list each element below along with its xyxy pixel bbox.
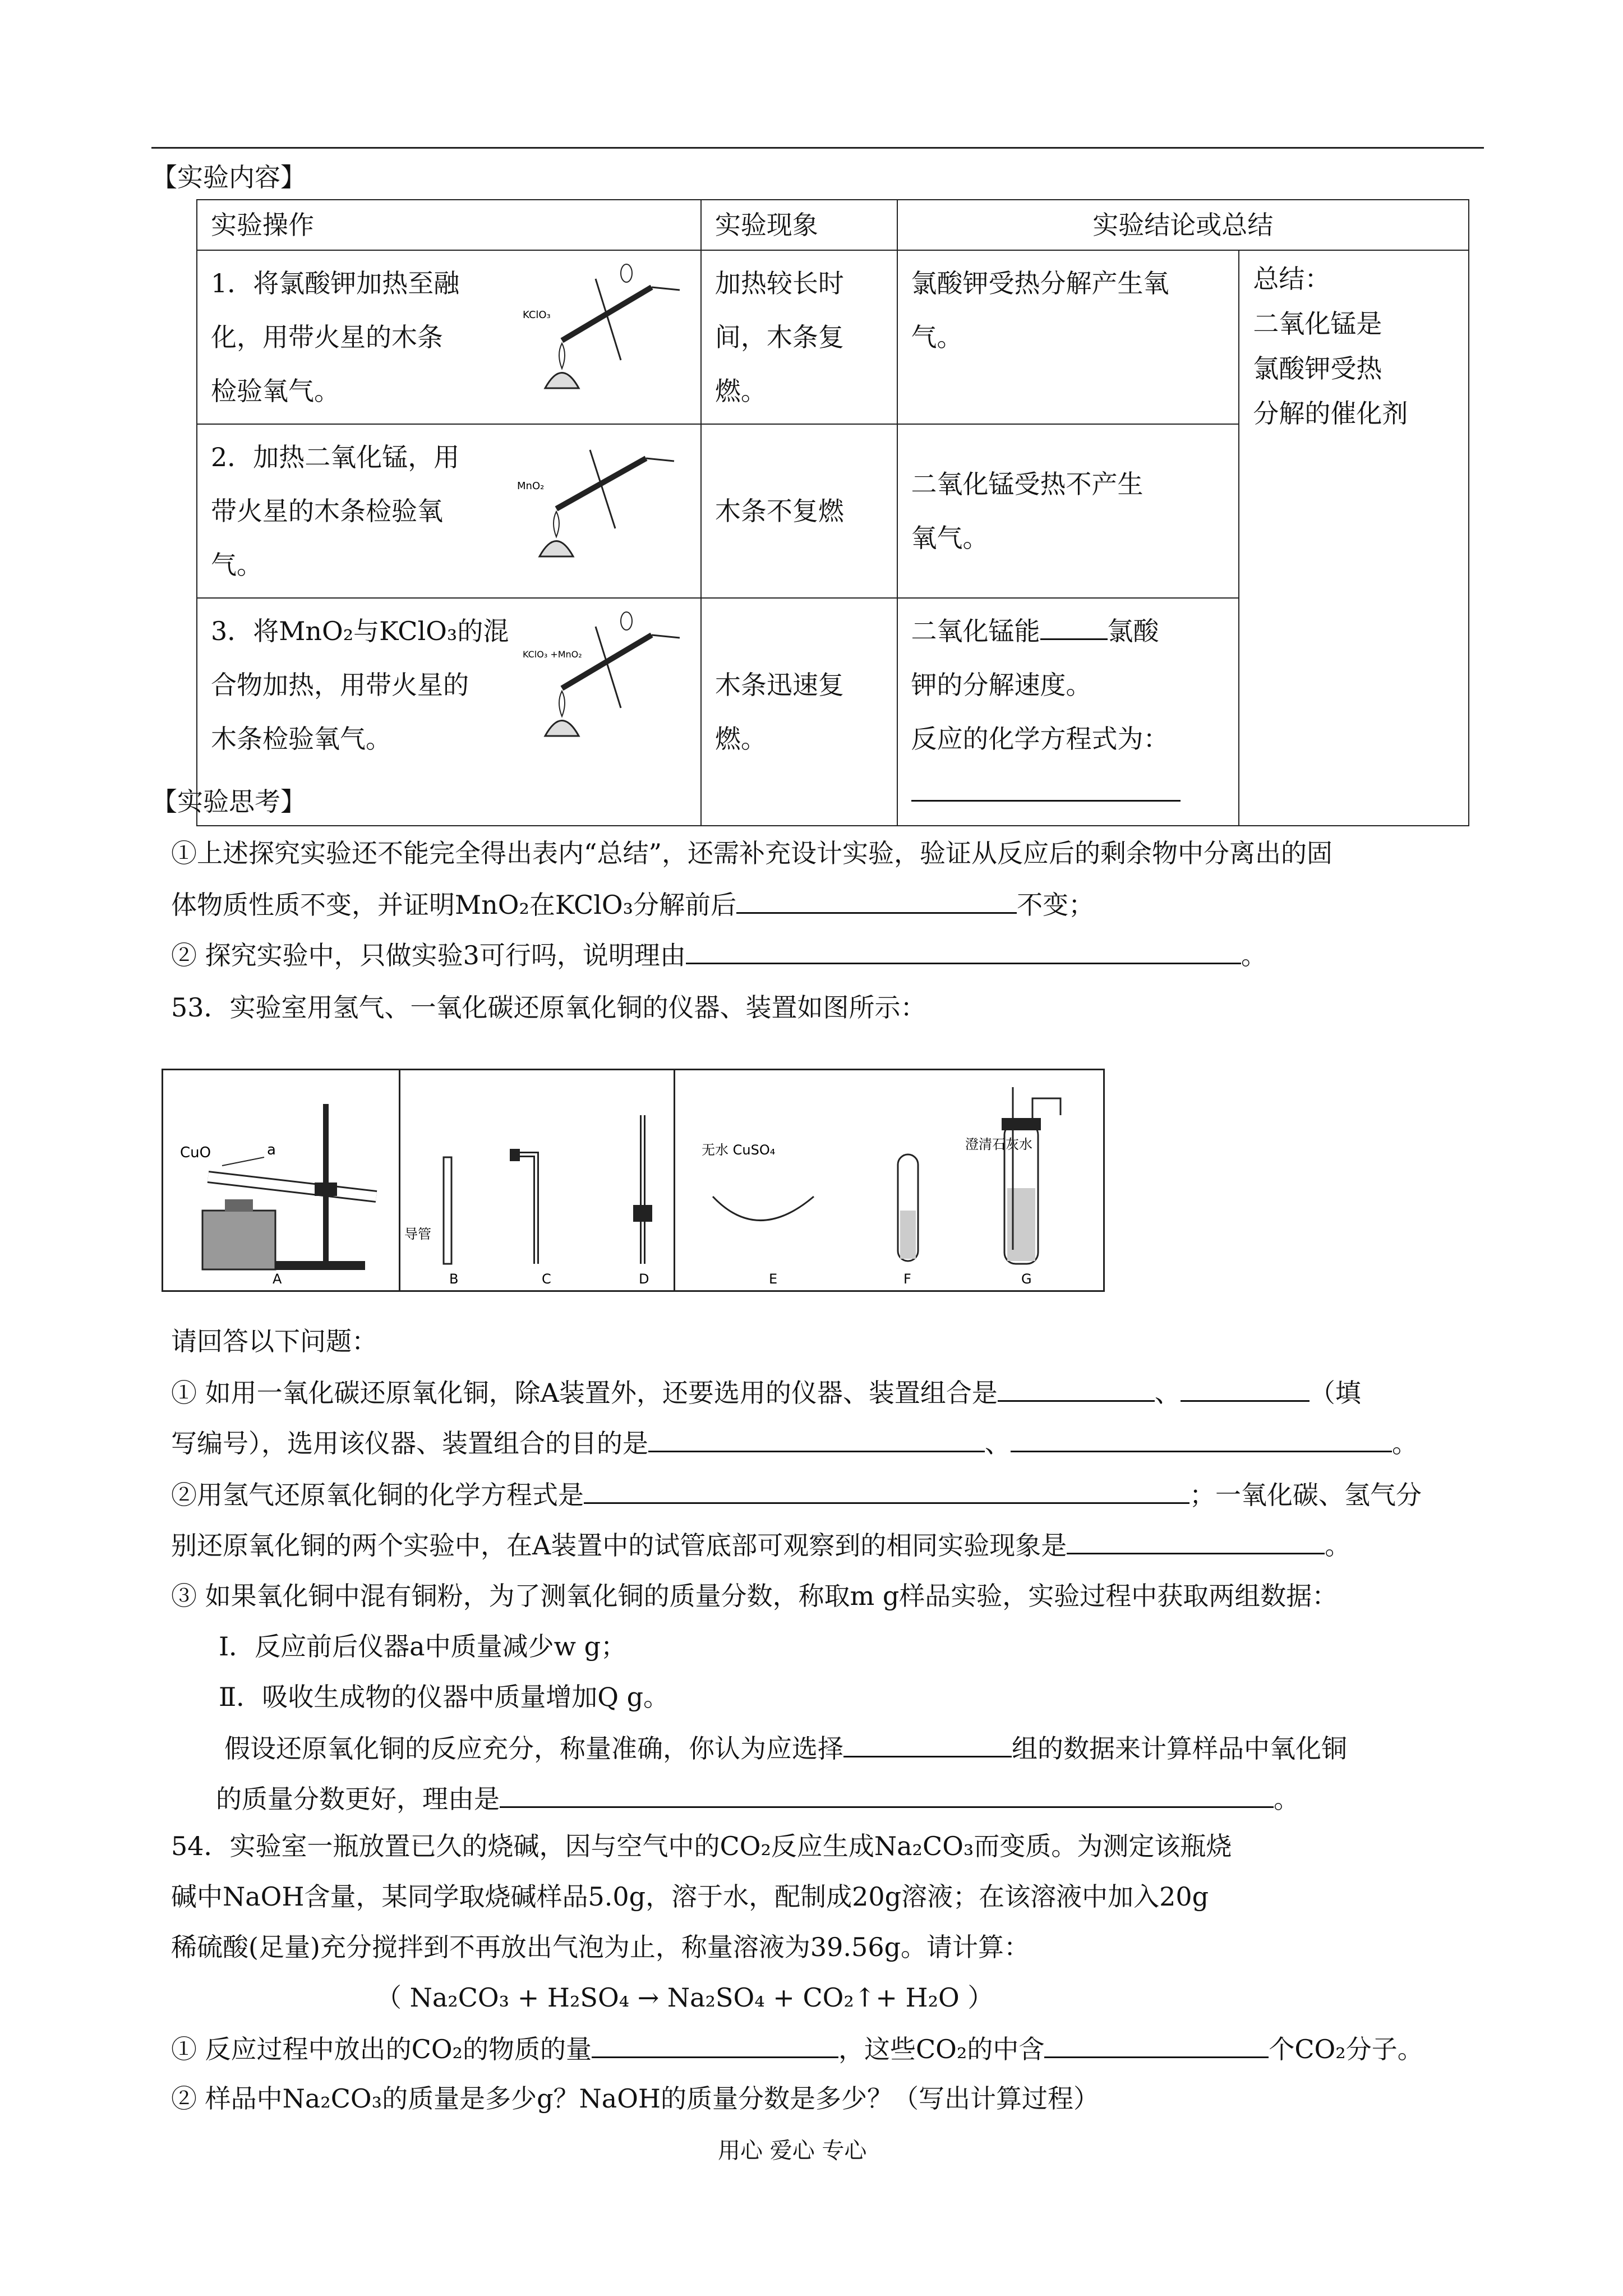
summary-line: 总结： — [1253, 264, 1331, 294]
section-title-think: 【实验思考】 — [151, 786, 306, 817]
header-phenomenon: 实验现象 — [701, 200, 897, 250]
summary-line: 氯酸钾受热 — [1253, 353, 1382, 384]
q53-prompt: 请回答以下问题： — [171, 1326, 377, 1356]
op-line: 检验氧气。 — [211, 376, 340, 406]
fill-blank[interactable] — [1044, 2031, 1269, 2058]
equation-blank[interactable] — [911, 774, 1181, 802]
conclusion-text: 氯酸 — [1107, 616, 1159, 646]
fill-blank[interactable] — [648, 1425, 985, 1452]
conclusion-line: 氧气。 — [911, 523, 989, 553]
q53-data-i: Ⅰ．反应前后仪器a中质量减少w g； — [219, 1631, 627, 1662]
figure-letter: G — [1021, 1271, 1032, 1287]
think-line-3: ② 探究实验中，只做实验3可行吗，说明理由 — [171, 940, 686, 970]
page-footer: 用心 爱心 专心 — [718, 2138, 867, 2164]
q53-part1-sep2: 、 — [985, 1428, 1011, 1458]
fill-blank[interactable] — [1181, 1374, 1310, 1402]
summary-cell — [1239, 250, 1469, 826]
figure-letter: B — [449, 1271, 459, 1287]
phenomenon-line: 木条迅速复 — [714, 670, 844, 700]
q53-part1-tail: （填 — [1309, 1378, 1361, 1408]
q53-title: 53．实验室用氢气、一氧化碳还原氧化铜的仪器、装置如图所示： — [171, 992, 926, 1023]
heating-apparatus-icon — [511, 436, 680, 565]
op-line: 2．加热二氧化锰，用 — [211, 442, 460, 472]
q53-part3: ③ 如果氧化铜中混有铜粉，为了测氧化铜的质量分数，称取m g样品实验，实验过程中获取两组数据： — [171, 1581, 1338, 1611]
q53-part3-end: 。 — [1274, 1784, 1299, 1814]
q54-part1-end: 个CO₂分子。 — [1269, 2034, 1423, 2064]
conclusion-text: 二氧化锰能 — [911, 616, 1040, 646]
figure-letter: E — [769, 1271, 778, 1287]
experiment-table — [196, 199, 1469, 826]
fill-blank[interactable] — [998, 1374, 1155, 1402]
q53-part1-text: ① 如用一氧化碳还原氧化铜，除A装置外，还要选用的仪器、装置组合是 — [171, 1378, 998, 1408]
op-line: 气。 — [211, 550, 262, 580]
q54-part2: ② 样品中Na₂CO₃的质量是多少g？NaOH的质量分数是多少？（写出计算过程） — [171, 2083, 1100, 2114]
fill-blank[interactable] — [584, 1476, 1189, 1504]
apparatus-label: KClO₃ — [523, 309, 551, 321]
header-operation: 实验操作 — [197, 200, 701, 250]
q53-part1-text2: 写编号），选用该仪器、装置组合的目的是 — [171, 1428, 648, 1458]
q53-part2-end: 。 — [1325, 1530, 1351, 1561]
e-label: 无水 CuSO₄ — [702, 1142, 776, 1158]
conclusion-line: 二氧化锰受热不产生 — [911, 469, 1144, 499]
fill-blank[interactable] — [1067, 1527, 1325, 1554]
fill-blank[interactable] — [1011, 1425, 1392, 1452]
heating-apparatus-icon — [517, 262, 685, 402]
q53-part2-text2: 别还原氧化铜的两个实验中，在A装置中的试管底部可观察到的相同实验现象是 — [171, 1530, 1067, 1561]
summary-line: 分解的催化剂 — [1253, 398, 1408, 429]
fill-blank[interactable] — [1040, 613, 1108, 640]
op-line: 3．将MnO₂与KClO₃的混 — [211, 616, 509, 646]
q53-part1-end: 。 — [1392, 1428, 1418, 1458]
table-row — [197, 250, 1469, 424]
top-rule — [151, 147, 1484, 149]
op-line: 带火星的木条检验氧 — [211, 496, 443, 526]
q53-part2-text: ②用氢气还原氧化铜的化学方程式是 — [171, 1480, 584, 1510]
q53-part1-sep: 、 — [1154, 1378, 1181, 1408]
summary-line: 二氧化锰是 — [1253, 309, 1382, 339]
table-header-row — [197, 200, 1469, 250]
cuo-label: CuO — [180, 1144, 211, 1161]
q54-part1-mid: ，这些CO₂的中含 — [838, 2034, 1045, 2064]
q53-data-ii: Ⅱ．吸收生成物的仪器中质量增加Q g。 — [219, 1682, 670, 1712]
header-conclusion: 实验结论或总结 — [897, 200, 1469, 250]
figure-letter: F — [903, 1271, 911, 1287]
q53-part3-text2: 的质量分数更好，理由是 — [216, 1784, 500, 1814]
think-line-2: 体物质性质不变，并证明MnO₂在KClO₃分解前后 — [171, 890, 737, 920]
phenomenon-line: 加热较长时 — [714, 268, 844, 298]
heating-apparatus-icon — [517, 610, 685, 744]
think-line-3-end: 。 — [1241, 940, 1267, 970]
apparatus-label: KClO₃ +MnO₂ — [523, 649, 582, 660]
apparatus-drawing — [163, 1070, 1103, 1290]
op-line: 木条检验氧气。 — [211, 724, 391, 754]
phenomenon-line: 燃。 — [714, 724, 767, 754]
op-line: 1．将氯酸钾加热至融 — [211, 268, 460, 298]
apparatus-label: MnO₂ — [517, 480, 545, 492]
apparatus-figure — [162, 1069, 1105, 1292]
section-title-content: 【实验内容】 — [151, 162, 306, 192]
q53-part3-tail: 组的数据来计算样品中氧化铜 — [1012, 1733, 1347, 1764]
conclusion-line: 钾的分解速度。 — [911, 670, 1092, 700]
figure-letter: D — [639, 1271, 649, 1287]
fill-blank[interactable] — [843, 1730, 1012, 1757]
conclusion-line: 气。 — [911, 322, 963, 352]
fill-blank[interactable] — [736, 886, 1017, 914]
phenomenon-line: 燃。 — [714, 376, 767, 406]
fill-blank[interactable] — [592, 2031, 838, 2058]
op-line: 合物加热，用带火星的 — [211, 670, 469, 700]
q54-part1-text: ① 反应过程中放出的CO₂的物质的量 — [171, 2034, 592, 2064]
figure-letter: A — [273, 1271, 282, 1287]
q54-equation: （ Na₂CO₃ + H₂SO₄ → Na₂SO₄ + CO₂↑+ H₂O ） — [376, 1982, 994, 2013]
a-label: a — [267, 1142, 276, 1158]
fill-blank[interactable] — [686, 937, 1241, 964]
q54-line-3: 稀硫酸(足量)充分搅拌到不再放出气泡为止，称量溶液为39.56g。请计算： — [171, 1932, 1030, 1962]
conclusion-line: 氯酸钾受热分解产生氧 — [911, 268, 1169, 298]
figure-letter: C — [542, 1271, 551, 1287]
phenomenon-line: 木条不复燃 — [714, 496, 844, 526]
q53-part2-tail: ；一氧化碳、氢气分 — [1189, 1480, 1422, 1510]
think-line-2-end: 不变； — [1017, 890, 1095, 920]
conclusion-line: 反应的化学方程式为： — [911, 724, 1169, 754]
phenomenon-line: 间，木条复 — [714, 322, 844, 352]
op-line: 化，用带火星的木条 — [211, 322, 443, 352]
daoguan-label: 导管 — [404, 1226, 431, 1242]
q53-part3-text: 假设还原氧化铜的反应充分，称量准确，你认为应选择 — [224, 1733, 843, 1764]
think-line-1: ①上述探究实验还不能完全得出表内“总结”，还需补充设计实验，验证从反应后的剩余物中分离出的固 — [171, 838, 1333, 868]
g-label: 澄清石灰水 — [965, 1137, 1032, 1152]
q54-line-2: 碱中NaOH含量，某同学取烧碱样品5.0g，溶于水，配制成20g溶液；在该溶液中加入20g — [171, 1881, 1209, 1912]
fill-blank[interactable] — [500, 1780, 1274, 1808]
q54-line-1: 54．实验室一瓶放置已久的烧碱，因与空气中的CO₂反应生成Na₂CO₃而变质。为测定该瓶烧 — [171, 1831, 1232, 1861]
